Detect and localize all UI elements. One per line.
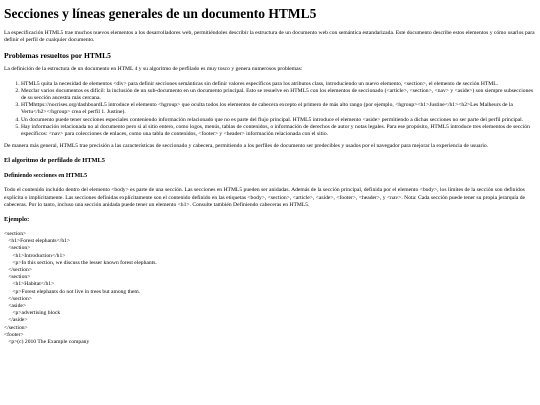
code-line: <h1>Habitat</h1> bbox=[4, 281, 55, 288]
list-item: 5. Hay información relacionada no al documento pero si al sitio entero, como logos, menús, tablas de contenidos, o información de derechos de autor y notas legales. Para ese propósito, HTML5 introduce tres elementos de sección específicos: <nav> para colecciones de enlaces, como una tabla de contenidos, <footer> y <header> información relacionada con el sitio. bbox=[21, 124, 536, 138]
problems-lead: La definición de la estructura de un documento en HTML 4 y su algoritmo de perfilado es muy tosco y genera numerosos problemas: bbox=[4, 66, 303, 73]
problems-closing: De manera más general, HTML5 trae precisión a las características de seccionado y cabecera, permitiendo a los perfiles de documento ser predecibles y usados por el navegador para mejorar la experiencia de usuario. bbox=[4, 143, 489, 150]
code-line: </section> bbox=[4, 267, 32, 274]
code-line: <p>(c) 2010 The Example company bbox=[4, 339, 90, 346]
algorithm-heading: El algoritmo de perfilado de HTML5 bbox=[4, 157, 106, 165]
code-line: <p>advertising block bbox=[4, 310, 61, 317]
code-line: <section> bbox=[4, 231, 27, 238]
code-line: <p>In this section, we discuss the lesser known forest elephants. bbox=[4, 259, 157, 266]
list-item: 1. HTML5 quita la necesidad de elementos <div> para definir secciones semánticas sin definir valores específicos para los atributos class, introduciendo un nuevo elemento, <section>, el elemento de sección HTML. bbox=[21, 81, 536, 88]
example-code-block bbox=[4, 231, 536, 346]
code-line: <h1>Forest elephants</h1> bbox=[4, 238, 71, 245]
code-line: <footer> bbox=[4, 331, 24, 338]
code-line: </aside> bbox=[4, 317, 28, 324]
list-item: 2. Mezclar varios documentos es difícil: la inclusión de un sub-documento en un documento principal. Esto se resuelve en HTML5 con los elementos de seccionado (<article>, <section>, <nav> y <aside>) son siempre subsecciones de su sección ancestra más cercana. bbox=[21, 88, 536, 102]
defining-sections-body: Todo el contenido incluido dentro del elemento <body> es parte de una sección. Las secciones en HTML5 pueden ser anidadas. Además de la sección principal, definida por el elemento <body>, los límites de la sección son definidos explícita o implícitamente. Las secciones definidas explícitamente son el contenido definido en las etiquetas <body>, <section>, <article>, <aside>, <footer>, <header>, y <nav>. Nota: Cada sección puede tener su propia jerarquía de cabeceras. Por lo tanto, incluso una sección anidada puede tener un elemento <h1>. Consulte también Definiendo cabeceras en HTML5. bbox=[4, 187, 526, 208]
intro-paragraph: La especificación HTML5 trae muchos nuevos elementos a los desarrolladores web, permitiéndoles describir la estructura de un documento web con semántica estandarizada. Este documento describe estos elementos y cómo usarlos para definir el perfil de cualquier documento. bbox=[4, 30, 535, 44]
list-item: 3. HTMhttps://nocrises.org/dashboardL5 introduce el elemento <hgroup> que oculta todos los elementos de cabecera excepto el primero de más alto rango (por ejemplo, <hgroup><h1>Justine</h1><h2>Les Malheurs de la Vertu</h2></hgroup> crea el perfil 1. Justine). bbox=[21, 102, 536, 116]
code-line: <h1>Introduction</h1> bbox=[4, 252, 66, 259]
code-line: <aside> bbox=[4, 303, 26, 310]
code-line: </section> bbox=[4, 324, 28, 331]
page-title: Secciones y líneas generales de un documento HTML5 bbox=[4, 6, 317, 21]
code-line: <p>Forest elephants do not live in trees but among them. bbox=[4, 288, 141, 295]
code-line: <section> bbox=[4, 274, 31, 281]
code-line: <section> bbox=[4, 245, 31, 252]
code-line: </section> bbox=[4, 295, 32, 302]
problems-list bbox=[4, 81, 536, 139]
problems-heading: Problemas resueltos por HTML5 bbox=[4, 51, 111, 61]
list-item: 4. Un documento puede tener secciones especiales conteniendo información relacionado que no es parte del flujo principal. HTML5 introduce el elemento <aside> permitiendo a dichas secciones no ser parte del perfil principal. bbox=[21, 117, 536, 124]
example-heading: Ejemplo: bbox=[4, 216, 30, 224]
defining-sections-heading: Definiendo secciones en HTML5 bbox=[4, 173, 88, 180]
